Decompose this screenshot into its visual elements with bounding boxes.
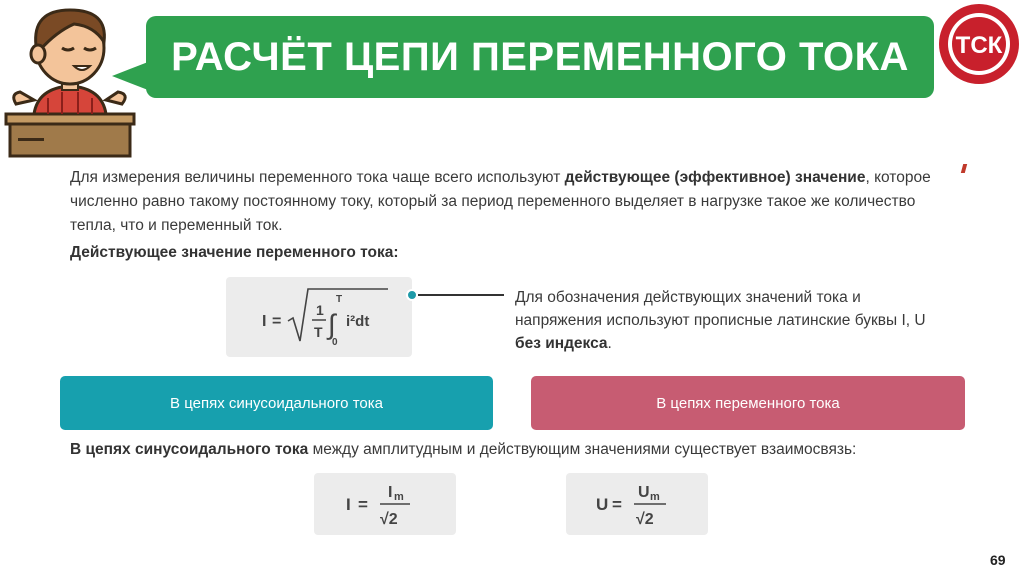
fraction-numerator: 1 <box>316 302 324 318</box>
integral-lower-limit: 0 <box>332 337 338 348</box>
callout-line <box>418 294 504 296</box>
fraction-denominator: T <box>314 324 323 340</box>
callout-dot <box>406 289 418 301</box>
formula-lhs: I <box>262 313 267 330</box>
intro-text-bold: действующее (эффективное) значение <box>564 169 866 186</box>
current-denominator: √2 <box>380 511 398 528</box>
relation-text <box>70 441 856 459</box>
integral-sign: ∫ <box>328 309 336 340</box>
current-formula <box>314 473 456 535</box>
callout-note <box>515 286 935 355</box>
current-numerator-subscript: m <box>394 491 404 503</box>
integrand: i²dt <box>346 313 370 330</box>
rms-formula <box>226 277 412 357</box>
intro-text-start: Для измерения величины переменного тока чаще всего используют <box>70 169 565 186</box>
company-logo <box>937 2 1021 86</box>
rms-formula-card <box>226 277 412 357</box>
formula-equals: = <box>272 313 282 330</box>
page-number: 69 <box>990 552 1006 568</box>
voltage-equals: = <box>612 495 622 514</box>
voltage-numerator: U <box>638 484 650 501</box>
voltage-lhs: U <box>596 495 609 514</box>
current-formula-card <box>314 473 456 535</box>
relation-text-bold: В цепях синусоидального тока <box>70 441 309 458</box>
page-title: РАСЧЁТ ЦЕПИ ПЕРЕМЕННОГО ТОКА <box>171 34 909 79</box>
relation-text-rest: между амплитудным и действующим значениями существует взаимосвязь: <box>308 441 857 458</box>
title-banner <box>146 16 934 98</box>
note-text-bold: без индекса <box>515 335 608 352</box>
current-lhs: I <box>346 495 351 514</box>
note-text-start: Для обозначения действующих значений тока и напряжения используют прописные латинские буквы I, U <box>515 289 926 329</box>
current-numerator: I <box>388 484 393 501</box>
tab-sinusoidal-current[interactable] <box>60 376 493 430</box>
tab-alternating-current[interactable] <box>531 376 965 430</box>
tab-alternating-label: В цепях переменного тока <box>656 394 840 412</box>
decorative-mark <box>961 164 967 173</box>
current-equals: = <box>358 495 368 514</box>
formula-heading: Действующее значение переменного тока: <box>70 244 399 261</box>
integral-upper-limit: T <box>336 294 343 305</box>
tab-sinusoidal-label: В цепях синусоидального тока <box>170 394 383 412</box>
voltage-formula-card <box>566 473 708 535</box>
voltage-numerator-subscript: m <box>650 491 660 503</box>
voltage-formula <box>566 473 708 535</box>
intro-text-end: , которое численно равно такому постоянному току, который за период переменного выделяет в нагрузке такое же количество тепла, что и переменный ток. <box>70 169 931 234</box>
note-text-end: . <box>607 335 612 352</box>
voltage-denominator: √2 <box>636 511 654 528</box>
logo-text: ТСК <box>955 32 1003 59</box>
intro-paragraph <box>70 166 950 238</box>
